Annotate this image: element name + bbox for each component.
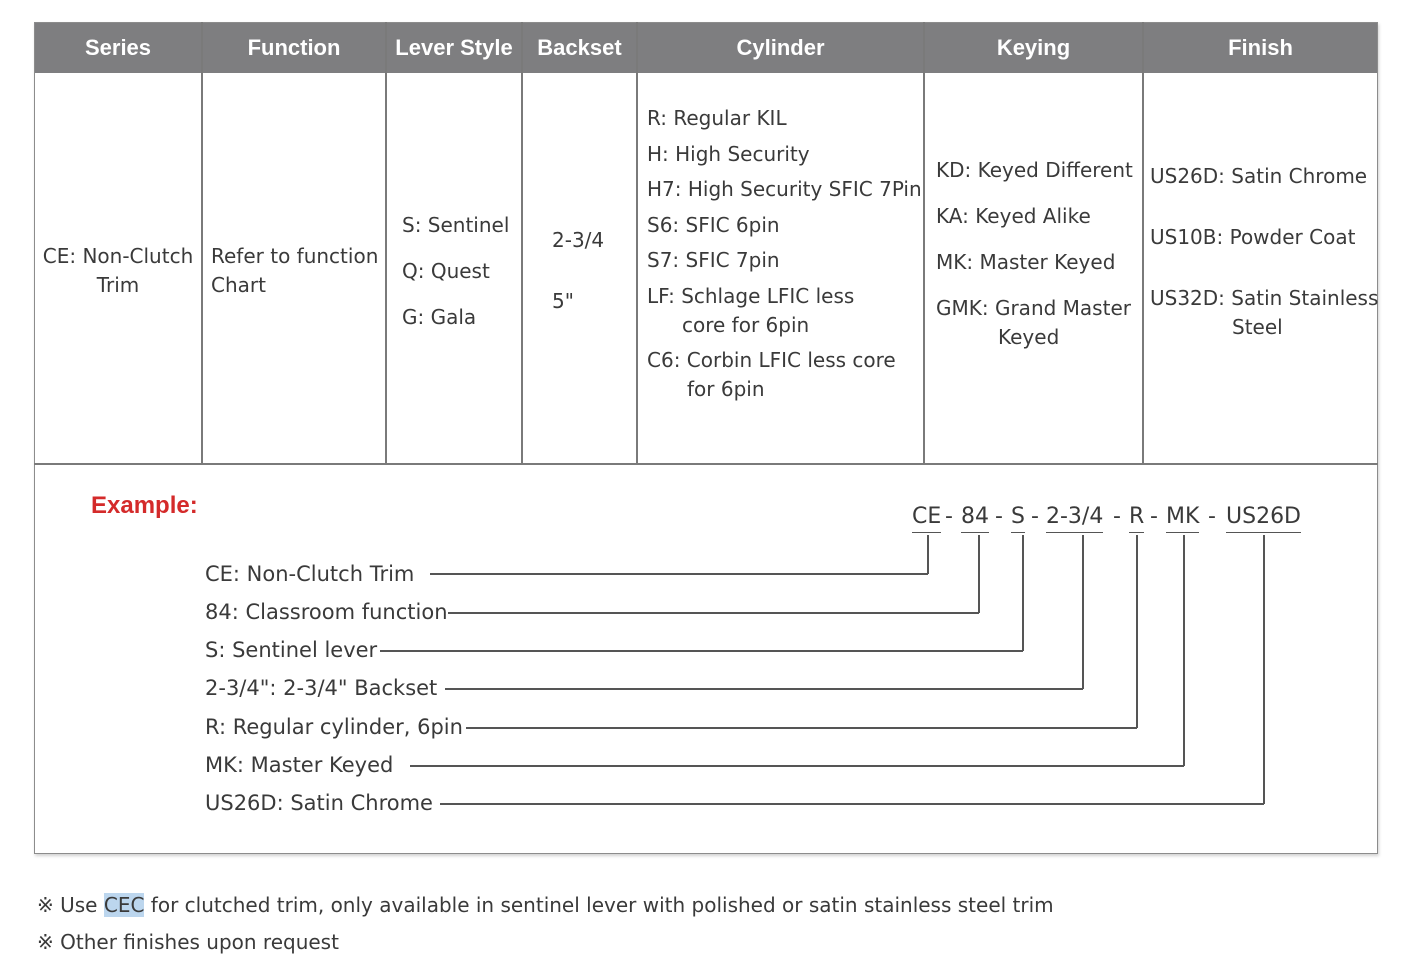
keying-item: MK: Master Keyed [936, 250, 1116, 274]
connector-line [380, 650, 1023, 652]
connector-line [927, 535, 929, 574]
connector-line [1136, 535, 1138, 728]
example-label: Example: [91, 492, 198, 519]
cylinder-item: S7: SFIC 7pin [647, 248, 780, 272]
connector-line [1263, 535, 1265, 804]
footnote-clutched-trim: ※ Use CEC for clutched trim, only available in sentinel lever with polished or satin stainless steel trim [37, 893, 1054, 917]
keying-item: GMK: Grand Master Keyed [936, 296, 1131, 349]
finish-item: US32D: Satin Stainless Steel [1150, 286, 1379, 339]
connector-line [978, 535, 980, 613]
cell-cylinder [647, 104, 922, 411]
code-part-lever: S [1011, 503, 1025, 533]
cell-function [211, 242, 378, 300]
legend-item-cylinder: R: Regular cylinder, 6pin [205, 715, 463, 739]
code-part-backset: 2-3/4 [1046, 503, 1103, 533]
backset-item: 2-3/4 [552, 228, 605, 252]
backset-item: 5" [552, 289, 574, 313]
legend-item-keying: MK: Master Keyed [205, 753, 394, 777]
cylinder-item: S6: SFIC 6pin [647, 212, 780, 237]
connector-line [466, 727, 1137, 729]
code-part-finish: US26D [1226, 503, 1301, 533]
connector-line [410, 765, 1184, 767]
code-part-series: CE [912, 503, 941, 533]
code-part-keying: MK [1166, 503, 1199, 533]
column-divider [1142, 22, 1144, 464]
finish-item: US10B: Powder Coat [1150, 225, 1356, 249]
cell-keying [936, 156, 1133, 369]
header-backset: Backset [537, 35, 622, 60]
code-part-function: 84 [961, 503, 989, 533]
keying-item: KD: Keyed Different [936, 158, 1133, 182]
connector-line [445, 688, 1083, 690]
code-separator: - [945, 504, 953, 529]
connector-line [430, 573, 928, 575]
cec-highlight: CEC [103, 893, 145, 917]
lever-style-item: S: Sentinel [402, 213, 510, 237]
code-separator: - [1113, 504, 1121, 529]
cylinder-item: H7: High Security SFIC 7Pin [647, 177, 922, 201]
function-line-2: Chart [211, 273, 266, 297]
column-divider [521, 22, 523, 464]
legend-item-function: 84: Classroom function [205, 600, 448, 624]
header-function: Function [247, 35, 341, 60]
legend-item-series: CE: Non-Clutch Trim [205, 562, 415, 586]
finish-item: US26D: Satin Chrome [1150, 164, 1368, 188]
legend-item-lever: S: Sentinel lever [205, 638, 378, 662]
reference-mark: ※ [37, 893, 54, 917]
header-lever-style: Lever Style [395, 35, 513, 60]
legend-item-finish: US26D: Satin Chrome [205, 791, 433, 815]
function-line-1: Refer to function [211, 244, 379, 268]
header-cylinder: Cylinder [736, 35, 825, 60]
column-divider [923, 22, 925, 464]
cell-series [34, 242, 202, 300]
code-separator: - [1208, 504, 1216, 529]
lever-style-item: G: Gala [402, 305, 477, 329]
cell-backset [552, 226, 604, 316]
cylinder-item: R: Regular KIL [647, 106, 787, 130]
code-part-cylinder: R [1129, 503, 1144, 533]
series-line-2: Trim [96, 273, 140, 297]
row-divider [34, 463, 1378, 465]
header-finish: Finish [1228, 35, 1293, 60]
code-separator: - [995, 504, 1003, 529]
cylinder-item: LF: Schlage LFIC less core for 6pin [647, 283, 855, 337]
cell-finish [1150, 162, 1378, 374]
keying-item: KA: Keyed Alike [936, 204, 1091, 228]
footnote-other-finishes: ※ Other finishes upon request [37, 930, 339, 954]
reference-mark: ※ [37, 930, 54, 954]
connector-line [1082, 535, 1084, 689]
code-separator: - [1150, 504, 1158, 529]
connector-line [1183, 535, 1185, 766]
column-divider [385, 22, 387, 464]
connector-line [1022, 535, 1024, 651]
code-separator: - [1031, 504, 1039, 529]
series-line-1: CE: Non-Clutch [42, 244, 194, 268]
connector-line [440, 803, 1264, 805]
cell-lever-style [402, 211, 509, 349]
legend-item-backset: 2-3/4": 2-3/4" Backset [205, 676, 438, 700]
header-keying: Keying [996, 35, 1071, 60]
header-series: Series [84, 35, 152, 60]
cylinder-item: C6: Corbin LFIC less core for 6pin [647, 348, 896, 401]
column-divider [636, 22, 638, 464]
cylinder-item: H: High Security [647, 141, 810, 166]
lever-style-item: Q: Quest [402, 259, 490, 283]
connector-line [448, 612, 979, 614]
